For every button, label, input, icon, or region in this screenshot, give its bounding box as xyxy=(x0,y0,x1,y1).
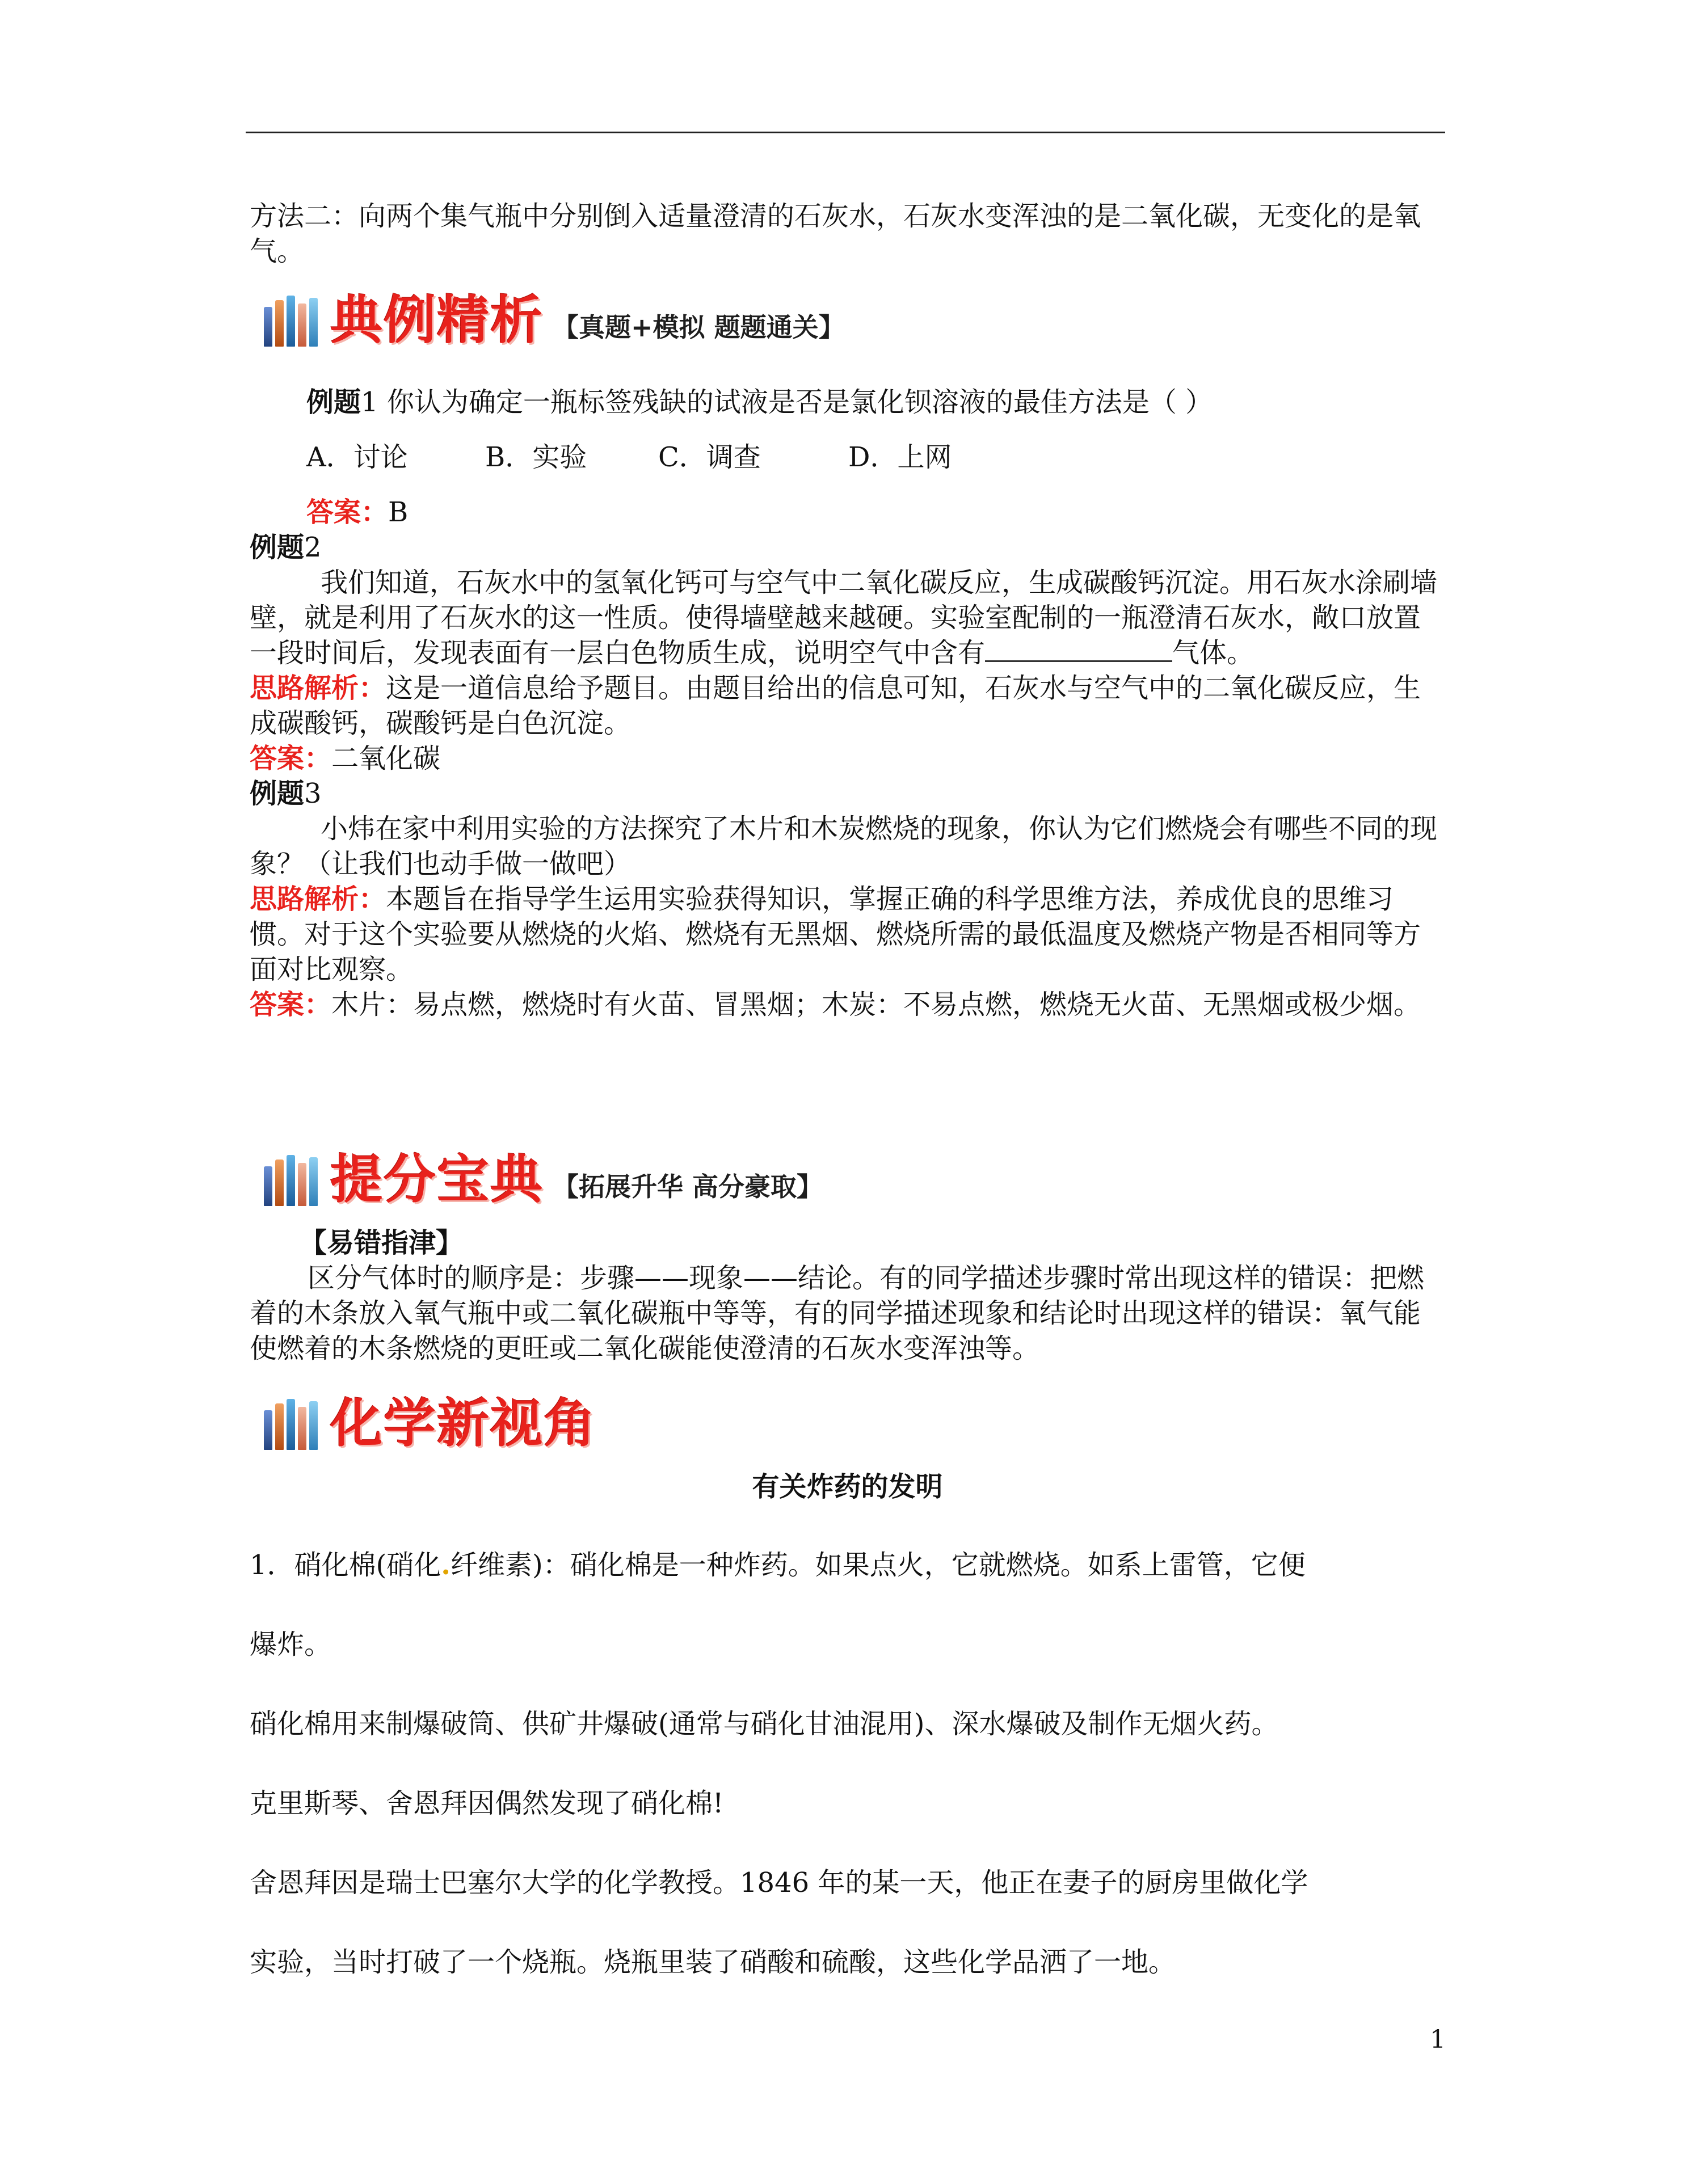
page-number: 1 xyxy=(1430,2025,1446,2054)
example3-body: 小炜在家中利用实验的方法探究了木片和木炭燃烧的现象，你认为它们燃烧会有哪些不同的现象？（让我们也动手做一做吧） xyxy=(250,813,1438,880)
analysis-label: 思路解析： xyxy=(250,672,386,704)
example2-answer xyxy=(250,741,1445,776)
example-number: 2 xyxy=(304,532,322,563)
analysis-text: 本题旨在指导学生运用实验获得知识，掌握正确的科学思维方法，养成优良的思维习惯。对于这个实验要从燃烧的火焰、燃烧有无黑烟、燃烧所需的最低温度及燃烧产物是否相同等方面对比观察。 xyxy=(250,883,1421,985)
fill-blank xyxy=(985,635,1172,662)
method2-paragraph: 方法二：向两个集气瓶中分别倒入适量澄清的石灰水，石灰水变浑浊的是二氧化碳，无变化的是氧气。 xyxy=(250,200,1421,267)
article-paragraph-1 xyxy=(250,1548,1445,1583)
article-title: 有关炸药的发明 xyxy=(752,1471,943,1503)
article-paragraph-6: 实验，当时打破了一个烧瓶。烧瓶里装了硝酸和硫酸，这些化学品洒了一地。 xyxy=(250,1946,1176,1978)
answer-label: 答案： xyxy=(250,743,332,774)
analysis-label: 思路解析： xyxy=(250,883,386,915)
example1-answer xyxy=(306,495,1441,530)
banner-subtitle: 【拓展升华 高分豪取】 xyxy=(553,1171,823,1202)
example-label: 例题 xyxy=(250,778,305,809)
example3-heading xyxy=(250,776,1445,811)
banner-title: 提分宝典 xyxy=(330,1149,544,1210)
article-text: 纤维素)：硝化棉是一种炸药。如果点火，它就燃烧。如系上雷管，它便 xyxy=(451,1549,1306,1581)
article-paragraph-3: 硝化棉用来制爆破筒、供矿井爆破(通常与硝化甘油混用)、深水爆破及制作无烟火药。 xyxy=(250,1708,1279,1740)
answer-value: 二氧化碳 xyxy=(331,743,441,774)
answer-value: 木片：易点燃，燃烧时有火苗、冒黑烟；木炭：不易点燃，燃烧无火苗、无黑烟或极少烟。 xyxy=(331,989,1421,1021)
example3-answer xyxy=(250,987,1445,1022)
example2-text: 我们知道，石灰水中的氢氧化钙可与空气中二氧化碳反应，生成碳酸钙沉淀。用石灰水涂刷墙壁，就是利用了石灰水的这一性质。使得墙壁越来越硬。实验室配制的一瓶澄清石灰水，敞口放置一段时间后，发现表面有一层白色物质生成，说明空气中含有 xyxy=(250,567,1438,669)
answer-label: 答案： xyxy=(250,989,332,1021)
answer-label: 答案： xyxy=(306,496,389,528)
option-d: D．上网 xyxy=(848,441,952,473)
article-paragraph-2: 爆炸。 xyxy=(250,1629,332,1660)
example2-heading xyxy=(250,530,1445,565)
section-banner-examples xyxy=(264,286,845,355)
header-rule xyxy=(246,132,1445,133)
option-c: C．调查 xyxy=(658,441,761,473)
books-icon xyxy=(264,1398,318,1450)
section-banner-vision xyxy=(264,1390,597,1458)
article-paragraph-4: 克里斯琴、舍恩拜因偶然发现了硝化棉! xyxy=(250,1787,724,1819)
highlight-mark: . xyxy=(441,1549,451,1581)
option-a: A．讨论 xyxy=(306,441,408,473)
example2-analysis xyxy=(250,671,1445,741)
example-label: 例题 xyxy=(306,386,361,418)
example2-body xyxy=(250,565,1445,671)
section-banner-tips xyxy=(264,1146,823,1214)
tips-heading: 【易错指津】 xyxy=(300,1227,464,1259)
answer-value: B xyxy=(388,496,409,528)
example-number: 3 xyxy=(304,778,322,809)
article-text: 1．硝化棉(硝化 xyxy=(250,1549,441,1581)
tips-body: 区分气体时的顺序是：步骤——现象——结论。有的同学描述步骤时常出现这样的错误：把燃着的木条放入氧气瓶中或二氧化碳瓶中等等，有的同学描述现象和结论时出现这样的错误：氧气能使燃着的木条燃烧的更旺或二氧化碳能使澄清的石灰水变浑浊等。 xyxy=(250,1262,1425,1364)
example1-question xyxy=(306,385,1441,420)
books-icon xyxy=(264,1154,318,1206)
analysis-text: 这是一道信息给予题目。由题目给出的信息可知，石灰水与空气中的二氧化碳反应，生成碳酸钙，碳酸钙是白色沉淀。 xyxy=(250,672,1421,739)
banner-subtitle: 【真题+模拟 题题通关】 xyxy=(553,312,845,343)
example1-text: 1 你认为确定一瓶标签残缺的试液是否是氯化钡溶液的最佳方法是（ ） xyxy=(361,386,1213,418)
books-icon xyxy=(264,294,318,347)
option-b: B．实验 xyxy=(485,441,587,473)
banner-title: 典例精析 xyxy=(330,290,544,351)
example2-text-end: 气体。 xyxy=(1172,637,1255,669)
example3-analysis xyxy=(250,882,1445,987)
example1-options xyxy=(306,440,1441,475)
example-label: 例题 xyxy=(250,532,305,563)
article-paragraph-5: 舍恩拜因是瑞士巴塞尔大学的化学教授。1846 年的某一天，他正在妻子的厨房里做化学 xyxy=(250,1867,1308,1899)
banner-title: 化学新视角 xyxy=(330,1393,597,1454)
